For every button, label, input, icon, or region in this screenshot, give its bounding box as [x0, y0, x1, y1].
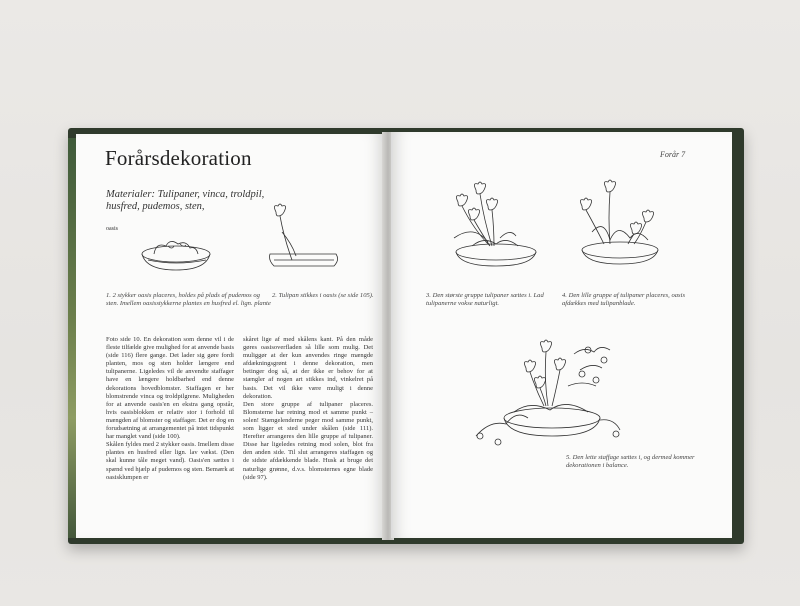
illustration-bowl-oasis [138, 232, 218, 277]
caption-step-1: 1. 2 stykker oasis placeres, holdes på plads af pudemos og sten. Imellem oasisstykkerne plantes en husfred el. lign. plante [106, 292, 271, 307]
illustration-large-tulip-group [444, 180, 544, 280]
illustration-finished-decoration [470, 340, 630, 450]
running-head: Forår 7 [660, 150, 686, 159]
caption-step-2: 2. Tulipan stikkes i oasis (se side 105). [272, 292, 374, 299]
page-title: Forårsdekoration [105, 146, 252, 170]
caption-step-5: 5. Den lette staffage sættes i, og dermed kommer dekorationen i balance. [566, 454, 695, 469]
caption-step-4: 4. Den lille gruppe af tulipaner placeres, oasis afdækkes med tulipanblade. [562, 292, 686, 307]
illustration-small-tulip-group [574, 182, 674, 282]
illustration-tulip-stick [266, 204, 346, 274]
materials-tail: oasis [106, 226, 118, 232]
caption-step-3: 3. Den største gruppe tulipaner sættes i. Lad tulipanerne vokse naturligt. [426, 292, 544, 307]
materials-list: Materialer: Tulipaner, vinca, troldpil, husfred, pudemos, sten, [106, 189, 265, 212]
right-page [391, 132, 732, 538]
body-text-column-1: Foto side 10. En dekoration som denne vil i de fleste tilfælde give mulighed for at anvende basis (side 116) flere gange. Det lader sig gøre fordi planten, mos og sten holder længere end tulipanerne. Ligeledes vil de anvendte staffager have en længere holdbarhed end denne dekorations hovedblomster. Staffagen er her blomstrende vinca og troldpilgrene. Muligheden for at anvende oasis'en en ekstra gang opstår, hvis oasisblokken er relativ stor i forhold til mængden af blomster og staffager. Det er dog en forudsætning at arrangementet på intet tidspunkt har manglet vand (side 100). Skålen fyldes med 2 stykker oasis. Imellem disse plantes en husfred eller lign. lav vækst. (Den skal kunne tåle meget vand). Oasis'en sættes i spænd ved hjælp af pudemos og sten. Bemærk at oasisklumpen er [106, 336, 234, 481]
body-text-column-2: skåret lige af med skålens kant. På den måde gøres oasisoverfladen så lille som mulig. Det muliggør at der kun anvendes ringe mængde afdækningsgrønt i denne dekoration, men betinger dog så, at der ikke er behov for at stængler af nogen art stikkes ind, vinkelret på basis. Det vil ikke være muligt i denne dekoration. Den store gruppe af tulipaner placeres. Blomsterne har retning mod et samme punkt – solen! Stængelenderne peger mod samme punkt, som ligger et sted under skålen (side 111). Herefter arrangeres den lille gruppe af tulipaner. Disse har ligeledes retning mod solen, blot fra den anden side. Til slut arrangeres staffagen og de sidste afdækkende blade. Husk at bruge det naturlige grønne, d.v.s. blomsternes egne blade (side 97). [243, 336, 373, 481]
